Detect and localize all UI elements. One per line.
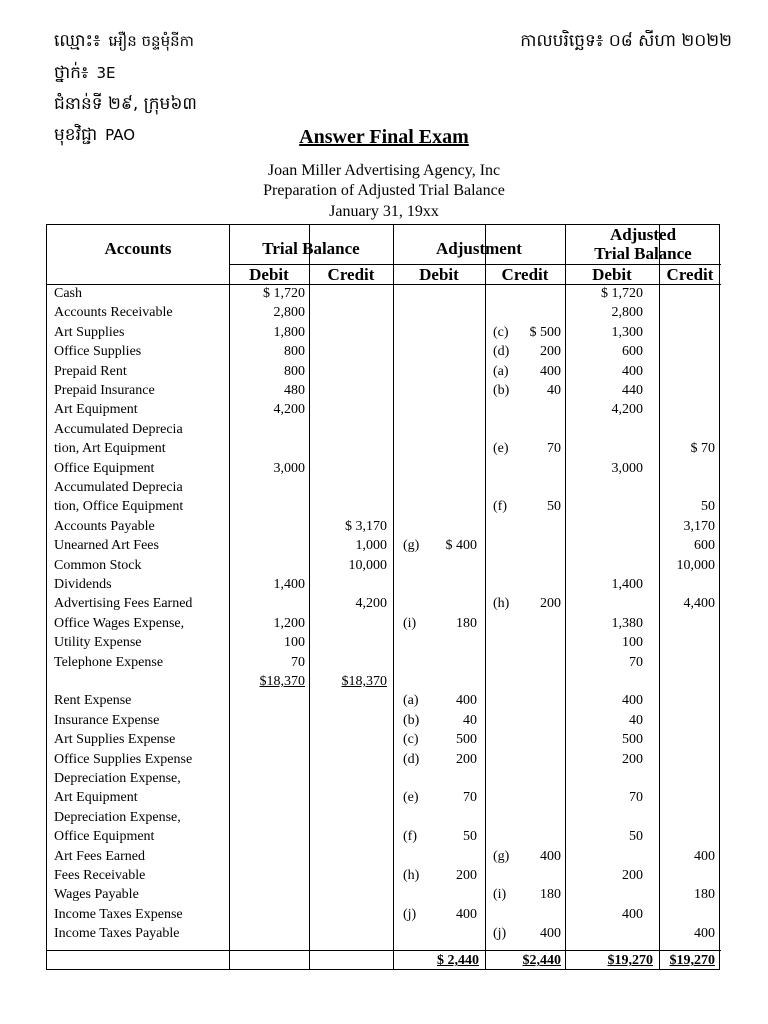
atb-debit-value: 50: [629, 829, 643, 845]
tb-debit-value: 70: [291, 654, 305, 670]
class-label: ថ្នាក់៖: [54, 63, 89, 83]
atb-debit-value: 1,380: [611, 615, 643, 631]
exam-date: [520, 30, 732, 55]
adj-debit-ref: (h): [403, 868, 420, 883]
table-row: [47, 439, 721, 458]
account-name: Income Taxes Payable: [54, 926, 180, 942]
adjustment-header: Adjustment: [436, 239, 522, 258]
table-row: [47, 478, 721, 497]
adjusted-trial-balance-table: [46, 224, 720, 970]
adj-credit-value: 40: [547, 383, 561, 398]
table-row: [47, 400, 721, 419]
account-name: Accounts Payable: [54, 518, 155, 534]
account-name: Accounts Receivable: [54, 305, 173, 321]
atb-debit-value: 40: [629, 712, 643, 728]
account-name: tion, Office Equipment: [54, 499, 184, 515]
table-row: [47, 653, 721, 672]
account-name: Office Equipment: [54, 829, 155, 845]
table-row: [47, 905, 721, 924]
tb-debit-value: 2,800: [273, 305, 305, 321]
table-row: [47, 808, 721, 827]
adj-debit-ref: (d): [403, 751, 420, 767]
adj-credit-value: 200: [540, 344, 561, 360]
table-row: [47, 497, 721, 516]
account-name: Wages Payable: [54, 887, 139, 903]
atb-credit-value: $ 70: [690, 441, 715, 457]
adj-credit-header: Credit: [501, 265, 549, 284]
account-name: Art Equipment: [54, 790, 138, 806]
date-label: កាលបរិច្ឆេទ៖ ០៨ សីហា ២០២២: [520, 31, 732, 51]
adj-debit-ref: (e): [403, 790, 419, 806]
atb-credit-header: Credit: [666, 265, 714, 284]
document-date: January 31, 19xx: [329, 203, 439, 220]
account-name: Income Taxes Expense: [54, 906, 183, 922]
table-row: [47, 788, 721, 807]
tb-debit-header: Debit: [249, 265, 289, 284]
table-row: [47, 342, 721, 361]
adj-credit-value: 180: [540, 887, 561, 903]
atb-credit-value: 180: [694, 887, 715, 903]
table-row: [47, 323, 721, 342]
adj-debit-value: 70: [463, 790, 477, 806]
adj-debit-value: 180: [456, 615, 477, 631]
company-name: Joan Miller Advertising Agency, Inc: [267, 162, 501, 179]
atb-debit-value: $ 1,720: [601, 286, 643, 301]
tb-debit-value: 1,400: [273, 577, 305, 592]
table-row: [47, 847, 721, 866]
atb-debit-value: 200: [622, 751, 643, 767]
name-value: អឿន ចន្ទមុំនីកា: [108, 32, 194, 50]
tb-debit-value: 3,000: [273, 460, 305, 476]
table-row: [47, 556, 721, 575]
adj-credit-value: 70: [547, 441, 561, 457]
atb-debit-value: 4,200: [611, 402, 643, 418]
table-row: [47, 633, 721, 652]
account-name: Unearned Art Fees: [54, 538, 159, 554]
table-row: [47, 711, 721, 730]
total-atb-debit: $19,270: [607, 953, 653, 968]
adj-debit-ref: (c): [403, 732, 419, 748]
adj-debit-ref: (g): [403, 538, 420, 554]
adj-credit-ref: (f): [493, 499, 507, 515]
account-name: Rent Expense: [54, 693, 132, 709]
atb-debit-value: 70: [629, 790, 643, 806]
adjusted-header-line1: Adjusted: [609, 225, 677, 244]
atb-credit-value: 3,170: [683, 518, 715, 534]
atb-debit-value: 600: [622, 344, 643, 360]
account-name: Office Equipment: [54, 460, 155, 476]
table-row: [47, 614, 721, 633]
class-value: 3E: [96, 64, 116, 82]
account-name: tion, Art Equipment: [54, 441, 166, 457]
tb-debit-value: 1,200: [273, 615, 305, 631]
account-name: Depreciation Expense,: [54, 809, 181, 825]
table-row: [47, 866, 721, 885]
atb-debit-value: 400: [622, 693, 643, 709]
atb-debit-value: 1,300: [611, 324, 643, 340]
adj-debit-ref: (f): [403, 829, 417, 845]
name-label: ឈ្មោះ៖: [54, 31, 101, 51]
generation-label: ជំនាន់ទី ២៩, ក្រុម៦៣: [54, 94, 197, 114]
adj-debit-ref: (a): [403, 693, 419, 709]
table-row: [47, 594, 721, 613]
total-adj-credit: $2,440: [522, 953, 561, 968]
tb-debit-value: $18,370: [259, 674, 305, 689]
adj-debit-value: 200: [456, 868, 477, 883]
tb-credit-value: 1,000: [355, 538, 387, 554]
adj-credit-ref: (e): [493, 441, 509, 457]
document-title: Answer Final Exam: [299, 126, 469, 148]
total-adj-debit: $ 2,440: [437, 953, 479, 968]
account-name: Utility Expense: [54, 635, 142, 651]
table-row: [47, 362, 721, 381]
tb-debit-value: 4,200: [273, 402, 305, 418]
atb-debit-value: 100: [622, 635, 643, 651]
adj-credit-ref: (b): [493, 383, 510, 398]
atb-debit-header: Debit: [592, 265, 632, 284]
adj-credit-ref: (h): [493, 596, 510, 612]
tb-debit-value: $ 1,720: [263, 286, 305, 301]
table-row: [47, 827, 721, 846]
atb-debit-value: 500: [622, 732, 643, 748]
adj-credit-value: 400: [540, 848, 561, 864]
table-row: [47, 769, 721, 788]
adj-credit-value: 200: [540, 596, 561, 612]
adj-debit-value: 50: [463, 829, 477, 845]
account-name: Advertising Fees Earned: [54, 596, 193, 612]
table-row: [47, 924, 721, 943]
account-name: Dividends: [54, 577, 112, 592]
adj-credit-ref: (i): [493, 887, 507, 903]
account-name: Accumulated Deprecia: [54, 480, 183, 495]
adj-debit-value: 500: [456, 732, 477, 748]
table-row: [47, 381, 721, 400]
tb-credit-value: 10,000: [348, 557, 387, 573]
total-atb-credit: $19,270: [669, 953, 715, 968]
account-name: Office Wages Expense,: [54, 615, 185, 631]
atb-credit-value: 400: [694, 926, 715, 942]
atb-debit-value: 400: [622, 906, 643, 922]
table-row: [47, 517, 721, 536]
subject-label: មុខវិជ្ជា: [54, 125, 98, 145]
account-name: Prepaid Rent: [54, 363, 127, 379]
adj-debit-ref: (j): [403, 906, 417, 922]
tb-debit-value: 100: [284, 635, 305, 651]
account-name: Insurance Expense: [54, 712, 160, 728]
totals-row: [47, 951, 721, 970]
adj-debit-value: $ 400: [445, 538, 477, 554]
table-row: [47, 284, 721, 303]
account-name: Depreciation Expense,: [54, 771, 181, 786]
atb-credit-value: 10,000: [676, 557, 715, 573]
atb-credit-value: 50: [701, 499, 715, 515]
adj-debit-header: Debit: [419, 265, 459, 284]
atb-credit-value: 400: [694, 848, 715, 864]
tb-credit-value: $18,370: [341, 674, 387, 689]
account-name: Prepaid Insurance: [54, 383, 155, 398]
adj-credit-ref: (a): [493, 363, 509, 379]
table-row: [47, 672, 721, 691]
tb-debit-value: 480: [284, 383, 305, 398]
subject-value: PAO: [105, 126, 136, 144]
atb-debit-value: 2,800: [611, 305, 643, 321]
adjusted-header-line2: Trial Balance: [594, 244, 692, 263]
atb-debit-value: 400: [622, 363, 643, 379]
account-name: Art Supplies Expense: [54, 732, 176, 748]
account-name: Art Equipment: [54, 402, 138, 418]
accounts-header: Accounts: [104, 239, 172, 258]
student-class: [54, 62, 115, 87]
account-name: Telephone Expense: [54, 654, 164, 670]
adj-debit-value: 400: [456, 693, 477, 709]
adj-credit-value: 400: [540, 926, 561, 942]
adj-debit-ref: (i): [403, 615, 417, 631]
account-name: Art Fees Earned: [54, 848, 145, 864]
table-row: [47, 885, 721, 904]
atb-credit-value: 4,400: [683, 596, 715, 612]
table-row: [47, 536, 721, 555]
tb-debit-value: 800: [284, 344, 305, 360]
atb-debit-value: 200: [622, 868, 643, 883]
table-row: [47, 691, 721, 710]
adj-credit-value: 400: [540, 363, 561, 379]
account-name: Art Supplies: [54, 324, 125, 340]
adj-credit-value: $ 500: [529, 324, 561, 340]
generation-group: [54, 93, 197, 118]
tb-debit-value: 800: [284, 363, 305, 379]
account-name: Office Supplies: [54, 344, 142, 360]
table-row: [47, 459, 721, 478]
adj-debit-value: 200: [456, 751, 477, 767]
adj-credit-ref: (j): [493, 926, 507, 942]
table-row: [47, 730, 721, 749]
account-name: Cash: [54, 286, 82, 301]
atb-credit-value: 600: [694, 538, 715, 554]
adj-credit-ref: (d): [493, 344, 510, 360]
header-divider: [229, 264, 721, 265]
tb-credit-value: $ 3,170: [345, 518, 387, 534]
tb-debit-value: 1,800: [273, 324, 305, 340]
adj-credit-ref: (g): [493, 848, 510, 864]
account-name: Office Supplies Expense: [54, 751, 193, 767]
atb-debit-value: 70: [629, 654, 643, 670]
atb-debit-value: 440: [622, 383, 643, 398]
adj-debit-value: 40: [463, 712, 477, 728]
document-subtitle: Preparation of Adjusted Trial Balance: [263, 182, 505, 199]
adj-debit-value: 400: [456, 906, 477, 922]
account-name: Accumulated Deprecia: [54, 421, 183, 437]
tb-credit-header: Credit: [327, 265, 375, 284]
account-name: Common Stock: [54, 557, 142, 573]
student-name: [54, 30, 194, 55]
atb-debit-value: 3,000: [611, 460, 643, 476]
table-row: [47, 420, 721, 439]
trial-balance-header: Trial Balance: [262, 239, 360, 258]
table-row: [47, 750, 721, 769]
adj-debit-ref: (b): [403, 712, 420, 728]
account-name: Fees Receivable: [54, 868, 146, 883]
adj-credit-value: 50: [547, 499, 561, 515]
table-row: [47, 303, 721, 322]
adj-credit-ref: (c): [493, 324, 509, 340]
tb-credit-value: 4,200: [355, 596, 387, 612]
atb-debit-value: 1,400: [611, 577, 643, 592]
table-row: [47, 575, 721, 594]
